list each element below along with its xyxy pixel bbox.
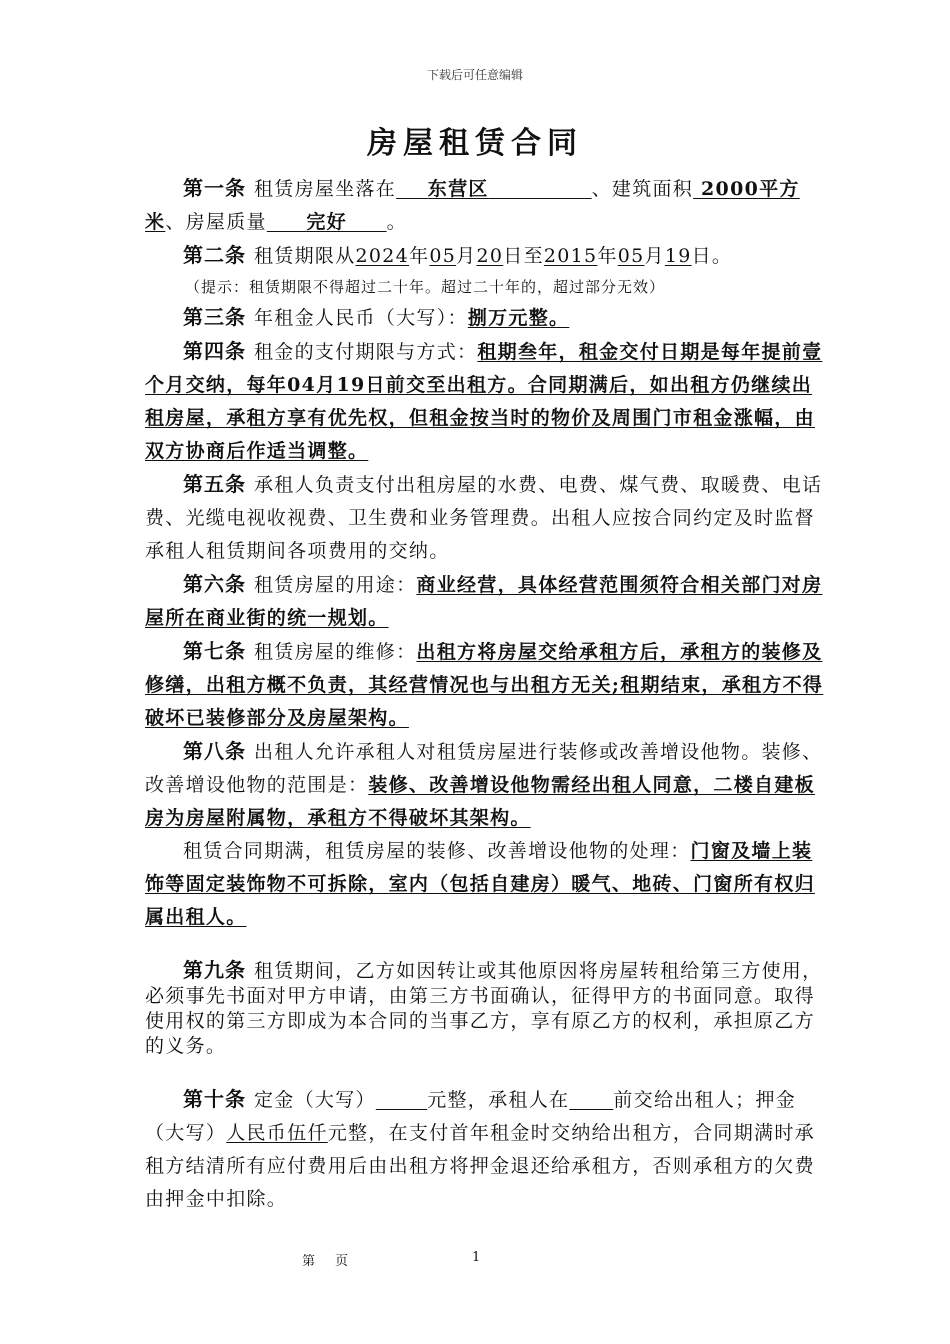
usage-field: 商业经营，具体经营范围须符合相关部门对房屋所在商业街的统一规划。 — [145, 574, 823, 629]
article-7-label: 第七条 — [183, 639, 246, 663]
article-5-label: 第五条 — [183, 472, 246, 496]
unit-year-2: 年 — [597, 245, 618, 267]
article-9-label: 第九条 — [183, 958, 246, 982]
start-day: 20 — [476, 245, 504, 267]
article-7-text: 租赁房屋的维修： — [254, 641, 417, 663]
article-8 — [145, 735, 825, 835]
article-4-label: 第四条 — [183, 339, 246, 363]
article-5 — [145, 468, 825, 568]
article-3-text: 年租金人民币（大写）： — [254, 307, 468, 329]
footer-ye: 页 — [335, 1254, 349, 1269]
page-number: 1 — [472, 1250, 481, 1265]
article-8-continued — [145, 835, 825, 934]
footer-di: 第 — [302, 1254, 316, 1269]
end-month: 05 — [617, 245, 645, 267]
article-6-text: 租赁房屋的用途： — [254, 574, 417, 596]
article-1-text-2: 、建筑面积 — [591, 178, 694, 200]
repair-field: 出租方将房屋交给承租方后，承租方的装修及修缮，出租方概不负责，其经营情况也与出租方无关;租期结束，承租方不得破坏已装修部分及房屋架构。 — [145, 641, 824, 729]
unit-year: 年 — [409, 245, 430, 267]
article-3 — [145, 301, 825, 335]
article-2 — [145, 239, 825, 273]
quality-field: 完好 — [306, 211, 348, 233]
article-1-end: 。 — [386, 211, 407, 233]
article-1 — [145, 172, 825, 239]
start-month: 05 — [429, 245, 457, 267]
article-2-label: 第二条 — [183, 243, 246, 267]
article-5-text: 承租人负责支付出租房屋的水费、电费、煤气费、取暖费、电话费、光缆电视收视费、卫生费和业务管理费。出租人应按合同约定及时监督承租人租赁期间各项费用的交纳。 — [145, 474, 823, 562]
article-2-text: 租赁期限从 — [254, 245, 356, 267]
article-10-text-4: 元整，在支付首年租金时交纳给出租方，合同期满时承租方结清所有应付费用后由出租方将押金退还给承租方，否则承租方的欠费由押金中扣除。 — [145, 1122, 815, 1210]
deposit-amount: 人民币伍仟 — [226, 1122, 328, 1144]
improvement-disposal: 门窗及墙上装饰等固定装饰物不可拆除，室内（包括自建房）暖气、地砖、门窗所有权归属出租人。 — [145, 840, 815, 928]
article-8-text: 出租人允许承租人对租赁房屋进行装修或改善增设他物。装修、改善增设他物的范围是： — [145, 741, 823, 796]
term-hint: （提示：租赁期限不得超过二十年。超过二十年的，超过部分无效） — [185, 278, 666, 296]
article-10-text-3: 前交给出租人；押金（大写） — [145, 1089, 797, 1144]
unit-month: 月 — [456, 245, 477, 267]
article-10-label: 第十条 — [183, 1087, 246, 1111]
article-8-text-2: 租赁合同期满，租赁房屋的装修、改善增设他物的处理： — [183, 840, 691, 862]
rent-amount: 捌万元整。 — [467, 307, 570, 329]
spacer — [145, 934, 825, 958]
payment-terms: 租期叁年，租金交付日期是每年提前壹个月交纳，每年04月19日前交至出租方。合同期满后，如出租方仍继续出租房屋，承租方享有优先权，但租金按当时的物价及周围门市租金涨幅，由双方协商后作适当调整。 — [145, 341, 823, 462]
location-field: 东营区 — [427, 178, 489, 200]
unit-day-end: 日。 — [691, 245, 733, 267]
article-1-text-3: 、房屋质量 — [165, 211, 267, 233]
area-field: 2000平方米 — [145, 178, 800, 233]
article-8-label: 第八条 — [183, 739, 246, 763]
article-1-text: 租赁房屋坐落在 — [254, 178, 397, 200]
article-4-text: 租金的支付期限与方式： — [254, 341, 478, 363]
contract-body — [145, 172, 825, 1216]
start-year: 2024 — [355, 245, 410, 267]
article-7 — [145, 635, 825, 735]
article-10 — [145, 1083, 825, 1216]
article-6 — [145, 568, 825, 635]
document-title: 房屋租赁合同 — [367, 126, 583, 161]
article-9-text: 租赁期间，乙方如因转让或其他原因将房屋转租给第三方使用，必须事先书面对甲方申请，由第三方书面确认，征得甲方的书面同意。取得使用权的第三方即成为本合同的当事乙方，享有原乙方的权利，承担原乙方的义务。 — [145, 960, 823, 1057]
unit-day-to: 日至 — [503, 245, 544, 267]
header-note: 下载后可任意编辑 — [426, 68, 523, 82]
earnest-blank — [376, 1089, 427, 1111]
article-10-text-2: 元整，承租人在 — [427, 1089, 570, 1111]
article-10-text: 定金（大写） — [254, 1089, 376, 1111]
article-9 — [145, 958, 825, 1059]
article-1-label: 第一条 — [183, 176, 246, 200]
article-3-label: 第三条 — [183, 305, 246, 329]
date-blank — [569, 1089, 613, 1111]
improvement-scope: 装修、改善增设他物需经出租人同意，二楼自建板房为房屋附属物，承租方不得破坏其架构。 — [145, 774, 815, 829]
unit-month-2: 月 — [644, 245, 665, 267]
end-year: 2015 — [543, 245, 598, 267]
spacer-2 — [145, 1059, 825, 1083]
article-4 — [145, 335, 825, 468]
article-6-label: 第六条 — [183, 572, 246, 596]
end-day: 19 — [664, 245, 692, 267]
